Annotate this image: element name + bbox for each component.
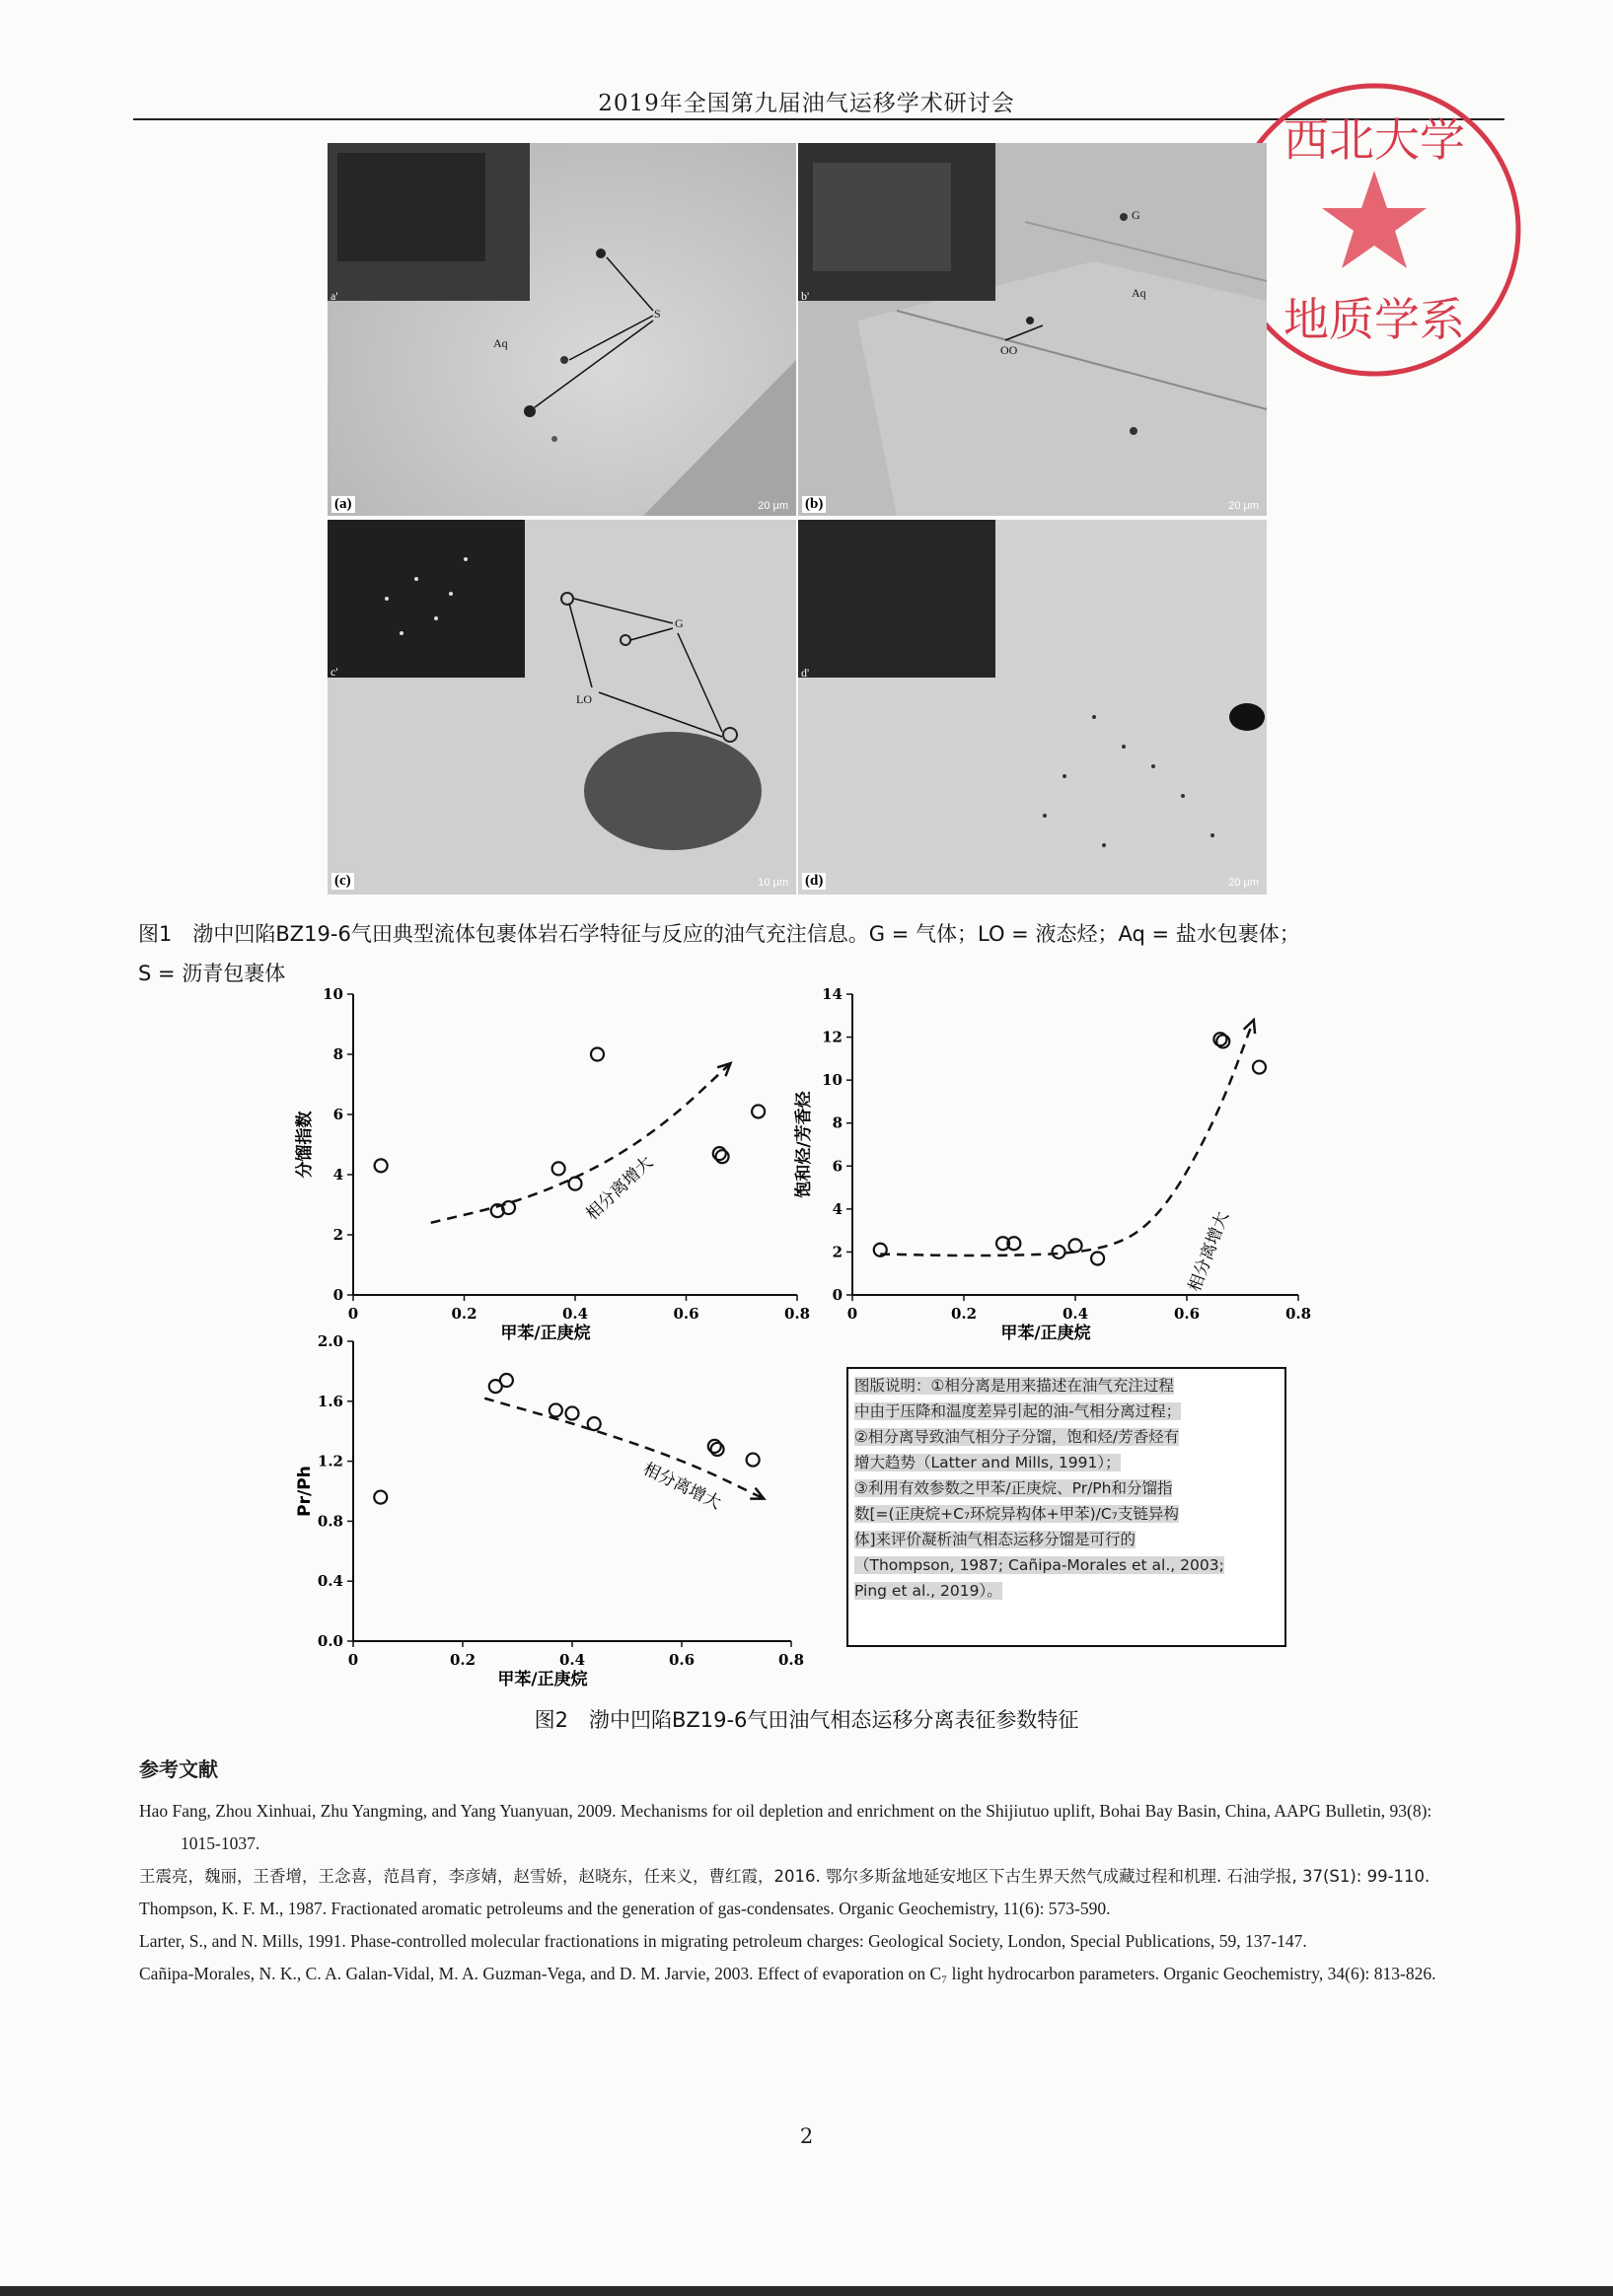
annotation-g: G [1132, 208, 1140, 222]
y-tick-label: 12 [822, 1028, 843, 1046]
y-axis-label: 分馏指数 [295, 1111, 315, 1179]
x-tick-label: 0.6 [668, 1651, 696, 1669]
x-tick-label: 0.4 [561, 1305, 589, 1323]
data-point [500, 1374, 513, 1387]
x-tick-label: 0.8 [777, 1651, 805, 1669]
stamp-text-top: 西北大学 [1283, 113, 1465, 167]
data-point [1253, 1061, 1266, 1074]
seal-stamp [1221, 77, 1527, 383]
y-tick-label: 0.4 [317, 1572, 343, 1591]
trend-line [880, 1020, 1254, 1256]
data-point [752, 1105, 765, 1117]
x-tick-label: 0 [347, 1651, 359, 1669]
panel-label-a: (a) [331, 496, 355, 513]
figure-note-box [846, 1367, 1286, 1647]
note-line: 图版说明：①相分离是用来描述在油气充注过程 [854, 1377, 1174, 1395]
x-axis-label: 甲苯/正庚烷 [500, 1324, 591, 1343]
data-point [552, 1162, 565, 1175]
annotation-g: G [675, 616, 684, 630]
data-point [375, 1159, 388, 1172]
y-tick-label: 0.8 [317, 1512, 343, 1531]
chart-saturate-aromatic [794, 981, 1330, 1343]
references-title: 参考文献 [139, 1758, 218, 1781]
chart-fractionation-index [286, 981, 819, 1341]
photo-panel-b [798, 143, 1267, 516]
y-tick-label: 0 [832, 1286, 843, 1304]
annotation-lo: LO [576, 692, 592, 706]
reference-item: 王震亮，魏丽，王香增，王念喜，范昌育，李彦婧，赵雪娇，赵晓东，任来义，曹红霞，2016. 鄂尔多斯盆地延安地区下古生界天然气成藏过程和机理. 石油学报, 37(S1): 99-110. [139, 1867, 1430, 1886]
figure1-caption-line2: S = 沥青包裹体 [138, 962, 286, 985]
y-tick-label: 6 [332, 1106, 343, 1123]
scale-bar-b: 20 μm [1228, 500, 1259, 512]
y-tick-label: 8 [332, 1045, 343, 1063]
x-tick-label: 0.4 [1062, 1305, 1089, 1323]
reference-item: Hao Fang, Zhou Xinhuai, Zhu Yangming, and Yang Yuanyuan, 2009. Mechanisms for oil depletion and enrichment on the Shijiutuo uplift, Bohai Bay Basin, China, AAPG Bulletin, 93(8): 1015-1037. [139, 1801, 1432, 1853]
trend-line [484, 1399, 764, 1499]
data-point [1069, 1239, 1082, 1252]
photo-panel-c [328, 520, 796, 893]
inset-label-d: d' [801, 666, 810, 680]
x-tick-label: 0.2 [451, 1305, 477, 1323]
x-tick-label: 0 [846, 1305, 858, 1323]
data-point [1053, 1246, 1065, 1258]
data-point [591, 1048, 604, 1061]
y-axis-label: Pr/Ph [295, 1466, 315, 1517]
inset-label-a: a' [330, 289, 338, 303]
note-line: 体]来评价凝析油气相态运移分馏是可行的 [854, 1531, 1136, 1548]
data-point [1091, 1252, 1104, 1264]
y-tick-label: 4 [332, 1166, 343, 1184]
trend-annotation: 相分离增大 [1185, 1208, 1234, 1295]
y-tick-label: 2 [332, 1226, 343, 1244]
trend-arrow-head [750, 1488, 764, 1499]
trend-annotation: 相分离增大 [639, 1459, 724, 1514]
annotation-oo: OO [1000, 343, 1018, 357]
y-tick-label: 0.0 [317, 1632, 343, 1650]
note-line: ③利用有效参数之甲苯/正庚烷、Pr/Ph和分馏指 [854, 1479, 1173, 1497]
x-tick-label: 0 [347, 1305, 359, 1323]
x-axis-label: 甲苯/正庚烷 [497, 1670, 588, 1689]
x-axis-label: 甲苯/正庚烷 [1000, 1324, 1091, 1343]
y-tick-label: 2.0 [317, 1332, 343, 1350]
note-line: （Thompson, 1987; Cañipa-Morales et al., 2003; [854, 1556, 1224, 1574]
reference-item: Thompson, K. F. M., 1987. Fractionated aromatic petroleums and the generation of gas-condensates. Organic Geochemistry, 11(6): 573-590. [139, 1899, 1111, 1918]
scan-edge [0, 2286, 1613, 2296]
note-line: 中由于压降和温度差异引起的油-气相分离过程； [854, 1402, 1182, 1420]
y-tick-label: 10 [323, 985, 343, 1003]
note-line: ②相分离导致油气相分子分馏，饱和烃/芳香烃有 [854, 1428, 1180, 1446]
note-line: Ping et al., 2019）。 [854, 1582, 1002, 1600]
y-tick-label: 6 [832, 1157, 843, 1176]
trend-line [431, 1063, 731, 1223]
annotation-s: S [654, 307, 661, 321]
trend-annotation: 相分离增大 [582, 1152, 658, 1225]
data-point [569, 1178, 582, 1190]
y-tick-label: 10 [822, 1071, 843, 1090]
stamp-text-bottom: 地质学系 [1283, 293, 1465, 346]
scale-bar-c: 10 μm [758, 877, 788, 889]
annotation-aq: Aq [493, 336, 508, 350]
photo-panel-a [328, 143, 796, 516]
y-tick-label: 1.6 [317, 1392, 343, 1410]
x-tick-label: 0.6 [1173, 1305, 1201, 1323]
figure-note-text [854, 1373, 1279, 1604]
x-tick-label: 0.6 [673, 1305, 699, 1323]
y-tick-label: 14 [822, 985, 843, 1003]
photo-panel-d [798, 520, 1267, 893]
reference-item: Cañipa-Morales, N. K., C. A. Galan-Vidal, M. A. Guzman-Vega, and D. M. Jarvie, 2003. Effect of evaporation on C₇ light hydrocarbon parameters. Organic Geochemistry, 34(6): 813-826. [139, 1964, 1436, 1983]
header-title: 2019年全国第九届油气运移学术研讨会 [598, 91, 1015, 116]
panel-label-d: (d) [802, 873, 826, 890]
data-point [566, 1406, 579, 1419]
inset-label-b: b' [801, 289, 810, 303]
data-point [747, 1454, 760, 1467]
panel-label-c: (c) [331, 873, 354, 890]
scale-bar-d: 20 μm [1228, 877, 1259, 889]
data-point [716, 1150, 729, 1163]
figure2-caption: 图2 渤中凹陷BZ19-6气田油气相态运移分离表征参数特征 [534, 1708, 1079, 1732]
x-tick-label: 0.8 [1284, 1305, 1312, 1323]
panel-label-b: (b) [802, 496, 826, 513]
y-tick-label: 1.2 [317, 1452, 343, 1471]
page-number: 2 [799, 2124, 814, 2148]
reference-item: Larter, S., and N. Mills, 1991. Phase-controlled molecular fractionations in migrating petroleum charges: Geological Society, London, Special Publications, 59, 137-147. [139, 1931, 1307, 1951]
x-tick-label: 0.2 [449, 1651, 477, 1669]
x-tick-label: 0.4 [558, 1651, 586, 1669]
data-point [711, 1443, 724, 1456]
figure1-caption-line1: 图1 渤中凹陷BZ19-6气田典型流体包裹体岩石学特征与反应的油气充注信息。G = 气体；LO = 液态烃；Aq = 盐水包裹体； [138, 922, 1300, 946]
scale-bar-a: 20 μm [758, 500, 788, 512]
y-tick-label: 8 [832, 1113, 843, 1132]
note-line: 增大趋势（Latter and Mills, 1991）； [854, 1454, 1121, 1471]
y-axis-label: 饱和烃/芳香烃 [794, 1091, 814, 1198]
note-line: 数[=(正庚烷+C₇环烷异构体+甲苯)/C₇支链异构 [854, 1505, 1179, 1523]
data-point [374, 1491, 387, 1504]
inset-label-c: c' [330, 665, 338, 679]
x-tick-label: 0.8 [783, 1305, 811, 1323]
chart-pr-ph [286, 1333, 819, 1703]
annotation-aq: Aq [1132, 286, 1146, 300]
data-point [550, 1403, 562, 1416]
y-tick-label: 2 [832, 1243, 843, 1261]
x-tick-label: 0.2 [950, 1305, 978, 1323]
y-tick-label: 0 [332, 1286, 343, 1304]
references-list [139, 1795, 1461, 1990]
y-tick-label: 4 [832, 1199, 843, 1218]
